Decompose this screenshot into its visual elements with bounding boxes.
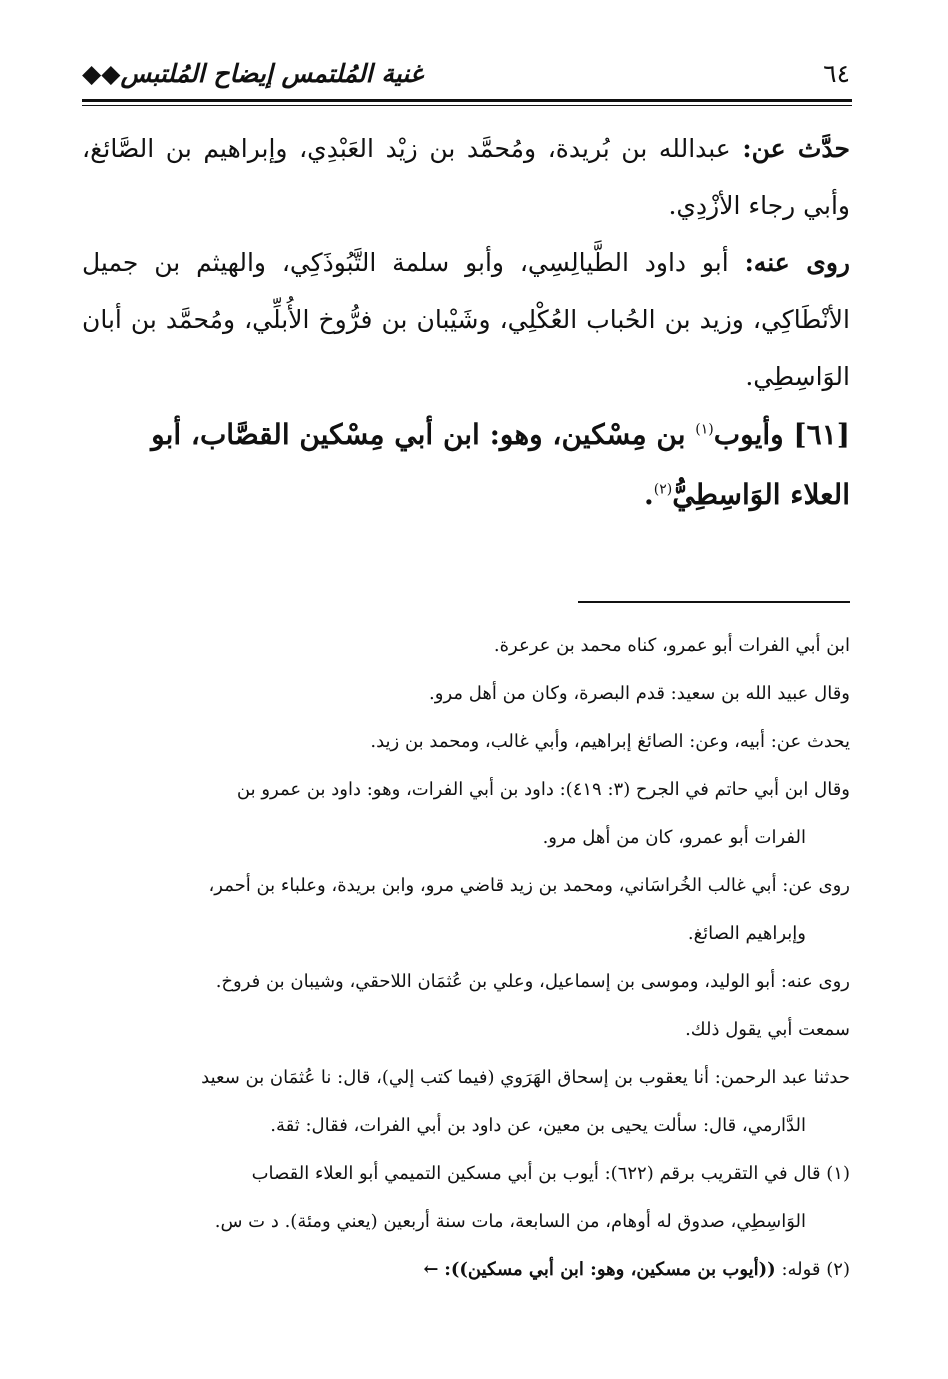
footnote-line: الوَاسِطِي، صدوق له أوهام، من السابعة، مات سنة أربعين (يعني ومئة). د ت س.: [214, 1211, 806, 1232]
footnote-ref-2[interactable]: (٢): [653, 481, 673, 498]
running-head: [82, 58, 850, 92]
footnote-separator: [578, 601, 850, 603]
footnote-line: الفرات أبو عمرو، كان من أهل مرو.: [542, 827, 806, 848]
footnote-2: [82, 1246, 850, 1294]
footnote-line: ابن أبي الفرات أبو عمرو، كناه محمد بن عرعرة.: [493, 635, 850, 656]
footnote-2-label: (٢) قوله:: [781, 1259, 850, 1280]
arrow-left-icon: ←: [423, 1259, 439, 1280]
book-title: غنية المُلتمس إيضاح المُلتبس◆◆: [82, 59, 423, 88]
narrated-from-text: عبدالله بن بُريدة، ومُحمَّد بن زيْد العَبْدِي، وإبراهيم بن الصَّائغ، وأبي رجاء الأزْدِي.: [82, 134, 850, 220]
footnote-line: وقال ابن أبي حاتم في الجرح (٣: ٤١٩): داود بن أبي الفرات، وهو: داود بن عمرو بن: [236, 779, 850, 800]
entry-text: بن مِسْكين، وهو: ابن أبي مِسْكين القصَّاب، أبو العلاء الوَاسِطِيُّ: [151, 418, 850, 511]
footnote-line: سمعت أبي يقول ذلك.: [685, 1019, 850, 1040]
footnote-line: حدثنا عبد الرحمن: أنا يعقوب بن إسحاق الهَرَوي (فيما كتب إلي)، قال: نا عُثمَان بن سعيد: [201, 1067, 850, 1088]
footnote-line: يحدث عن: أبيه، وعن: الصائغ إبراهيم، وأبي غالب، ومحمد بن زيد.: [370, 731, 850, 752]
main-text: [82, 120, 850, 525]
header-rule-thick: [82, 99, 852, 102]
footnote-1: (١) قال في التقريب برقم (٦٢٢): أيوب بن أبي مسكين التميمي أبو العلاء القصاب: [251, 1163, 850, 1184]
narrated-from-label: حدَّث عن:: [742, 134, 850, 163]
entry-name: وأيوب: [713, 418, 784, 451]
footnote-line: روى عنه: أبو الوليد، وموسى بن إسماعيل، وعلي بن عُثمَان اللاحقي، وشيبان بن فروخ.: [215, 971, 850, 992]
narrated-by-text: أبو داود الطَّيالِسِي، وأبو سلمة التَّبُوذَكِي، والهيثم بن جميل الأنْطَاكِي، وزيد بن الحُباب العُكْلِي، وشَيْبان بن فرُّوخ الأُبلِّي، ومُحمَّد بن أبان الوَاسِطِي.: [82, 248, 850, 391]
footnote-2-quote: ((أيوب بن مسكين، وهو: ابن أبي مسكين)):: [444, 1259, 776, 1280]
biography-entry-heading: [82, 405, 850, 525]
header-rule-thin: [82, 105, 852, 106]
narrated-by-label: روى عنه:: [744, 248, 850, 277]
narrated-by-paragraph: [82, 234, 850, 405]
footnote-ref-1[interactable]: (١): [695, 421, 714, 438]
footnote-line: روى عن: أبي غالب الخُراسَاني، ومحمد بن زيد قاضي مرو، وابن بريدة، وعلباء بن أحمر،: [208, 875, 850, 896]
entry-end: .: [644, 478, 654, 511]
footnote-line: وإبراهيم الصائغ.: [687, 923, 806, 944]
entry-number: [٦١]: [793, 418, 850, 451]
narrated-from-paragraph: [82, 120, 850, 234]
footnote-line: وقال عبيد الله بن سعيد: قدم البصرة، وكان من أهل مرو.: [429, 683, 850, 704]
footnote-line: الدَّارمي، قال: سألت يحيى بن معين، عن داود بن أبي الفرات، فقال: ثقة.: [270, 1115, 806, 1136]
footnotes: [82, 622, 850, 1294]
page-number: ٦٤: [823, 59, 850, 88]
